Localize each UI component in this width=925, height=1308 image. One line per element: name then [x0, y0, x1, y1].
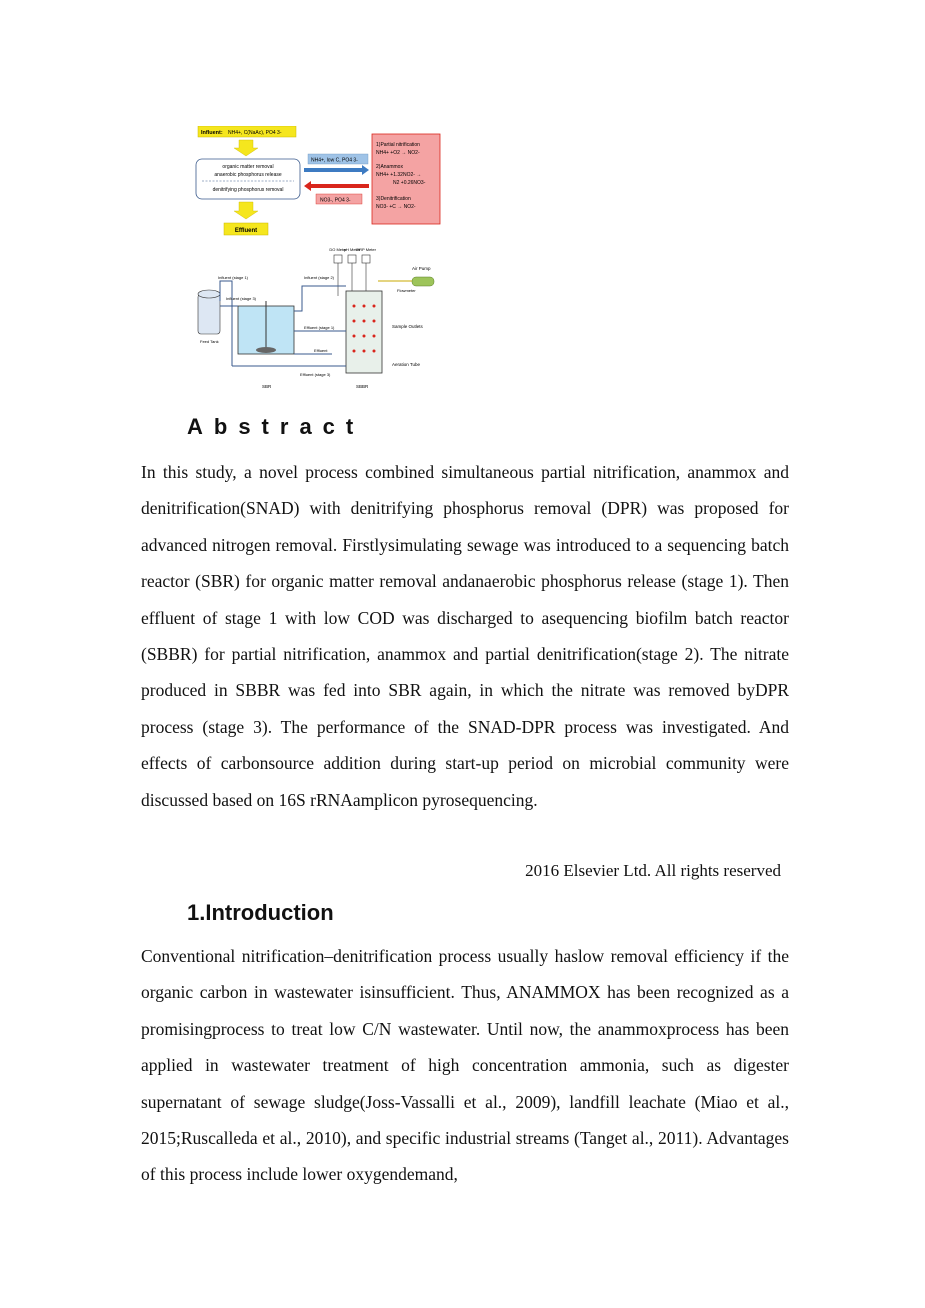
- sbbr-column: [346, 291, 382, 373]
- blue-arrow-right: [304, 165, 369, 175]
- orp-meter-icon: [362, 255, 370, 263]
- ph-meter-icon: [348, 255, 356, 263]
- yellow-arrow-down: [234, 140, 258, 156]
- influent-stage1-label: Influent (stage 1): [218, 275, 249, 280]
- sbbr-line6: 3)Denitrification: [376, 196, 411, 202]
- abstract-paragraph: In this study, a novel process combined simultaneous partial nitrification, anammox and denitrification(SNAD) with denitrifying phosphorus removal (DPR) was proposed for advanced nitrogen removal. Firstlysimulating sewage was introduced to a sequencing batch reactor (SBR) for organic matter removal andanaerobic phosphorus release (stage 1). Then effluent of stage 1 with low COD was discharged to asequencing biofilm batch reactor (SBBR) for partial nitrification, anammox and partial denitrification(stage 2). The nitrate produced in SBBR was fed into SBR again, in which the nitrate was removed byDPR process (stage 3). The performance of the SNAD-DPR process was investigated. And effects of carbonsource addition during start-up period on microbial community were discussed based on 16S rRNAamplicon pyrosequencing.: [141, 462, 789, 810]
- air-pump-label: Air Pump: [412, 266, 431, 271]
- sbbr-line5: N2 +0.26NO3-: [393, 180, 426, 186]
- air-pump-icon: [412, 277, 434, 286]
- yellow-arrow-down-2: [234, 202, 258, 219]
- arrow-left-label: NO3-, PO4 3-: [320, 197, 351, 204]
- copyright-notice: 2016 Elsevier Ltd. All rights reserved: [525, 861, 781, 880]
- influent-stage3-label: Influent (stage 3): [226, 296, 257, 301]
- effluent-label: Effluent: [234, 228, 258, 234]
- process-figure: [192, 126, 444, 396]
- sbbr-line7: NO3- +C → NO2-: [376, 204, 416, 210]
- introduction-paragraph: Conventional nitrification–denitrification process usually haslow removal efficiency if the organic carbon in wastewater isinsufficient. Thus, ANAMMOX has been recognized as a promisingprocess to treat low C/N wastewater. Until now, the anammoxprocess has been applied in wastewater treatment of high concentration ammonia, such as digester supernatant of sewage sludge(Joss-Vassalli et al., 2009), landfill leachate (Miao et al., 2015;Ruscalleda et al., 2010), and specific industrial streams (Tanget al., 2011). Advantages of this process include lower oxygendemand,: [141, 946, 789, 1185]
- influent-species: NH4+, C(NaAc), PO4 3-: [228, 130, 282, 136]
- stirrer-icon: [256, 347, 276, 353]
- influent-stage2-label: Influent (stage 2): [304, 275, 335, 280]
- meter-orp: ORP Meter: [356, 247, 376, 252]
- sbbr-line4: NH4+ +1.32NO2- →: [376, 172, 422, 178]
- sbr-label: SBR: [262, 384, 272, 389]
- feed-tank: [198, 294, 220, 334]
- influent-label: Influent:: [201, 130, 223, 136]
- feed-tank-label: Feed Tank: [200, 339, 219, 344]
- sbr-box-line3: denitrifying phosphorus removal: [212, 187, 284, 193]
- sbr-box-line2: anaerobic phosphorus release: [214, 172, 282, 178]
- sbbr-label: SBBR: [356, 384, 369, 389]
- introduction-heading: 1.Introduction: [187, 900, 334, 925]
- effluent-out-label: Effluent: [314, 348, 328, 353]
- aeration-tube-label: Aeration Tube: [392, 362, 421, 367]
- effluent-stage3-label: Effluent (stage 3): [300, 372, 331, 377]
- sample-outlets-label: Sample Outlets: [392, 324, 423, 329]
- arrow-right-label: NH4+, low C, PO4 3-: [311, 157, 358, 164]
- sbbr-line2: NH4+ +O2 → NO2-: [376, 150, 420, 156]
- sbbr-line1: 1)Partial nitrification: [376, 142, 420, 148]
- sbbr-line3: 2)Anammox: [376, 164, 403, 170]
- red-arrow-left: [304, 181, 369, 191]
- sbr-box-line1: organic matter removal: [222, 164, 274, 170]
- do-meter-icon: [334, 255, 342, 263]
- meter-do: DO Meter: [329, 247, 347, 252]
- effluent-stage1-label: Effluent (stage 1): [304, 325, 335, 330]
- flowmeter-label: Flowmeter: [397, 288, 416, 293]
- meter-ph: pH Meter: [343, 247, 361, 252]
- abstract-heading: Abstract: [187, 414, 365, 439]
